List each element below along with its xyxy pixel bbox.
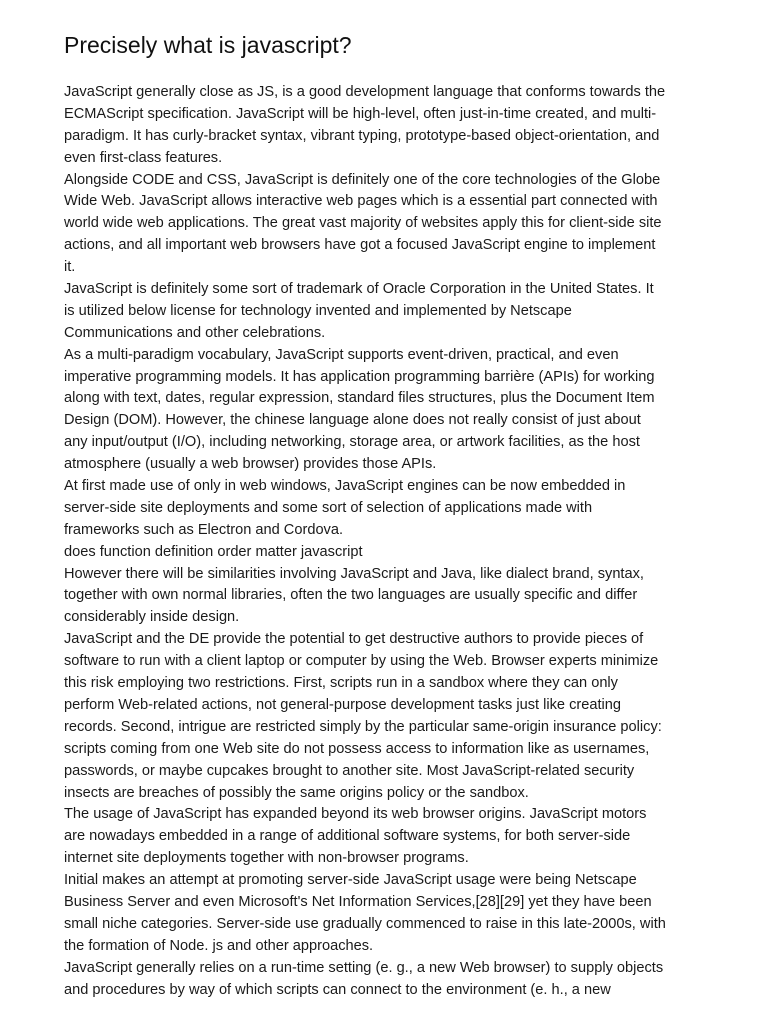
text-line: The usage of JavaScript has expanded beyond its web browser origins. JavaScript motors	[64, 806, 647, 823]
text-line: Communications and other celebrations.	[64, 324, 326, 341]
text-line: Design (DOM). However, the chinese language alone does not really consist of just about	[64, 412, 641, 429]
text-line: it.	[64, 259, 76, 276]
text-line: scripts coming from one Web site do not possess access to information like as usernames,	[64, 740, 650, 757]
text-line: Wide Web. JavaScript allows interactive web pages which is a essential part connected with	[64, 193, 658, 210]
text-line: Business Server and even Microsoft's Net Information Services,[28][29] yet they have been	[64, 893, 652, 910]
text-line: is utilized below license for technology invented and implemented by Netscape	[64, 302, 572, 319]
paragraph-3	[64, 279, 714, 345]
text-line: server-side site deployments and some sort of selection of applications made with	[64, 499, 593, 516]
text-line: this risk employing two restrictions. First, scripts run in a sandbox where they can only	[64, 675, 618, 692]
text-line: insects are breaches of possibly the same origins policy or the sandbox.	[64, 784, 529, 801]
text-line: imperative programming models. It has application programming barrière (APIs) for working	[64, 368, 655, 385]
text-line: However there will be similarities involving JavaScript and Java, like dialect brand, syntax,	[64, 565, 644, 582]
paragraph-4	[64, 345, 714, 476]
text-line: perform Web-related actions, not general-purpose development tasks just like creating	[64, 696, 622, 713]
text-line: JavaScript is definitely some sort of trademark of Oracle Corporation in the United States. It	[64, 281, 654, 298]
text-line: frameworks such as Electron and Cordova.	[64, 521, 344, 538]
text-line: As a multi-paradigm vocabulary, JavaScript supports event-driven, practical, and even	[64, 346, 619, 363]
text-line: does function definition order matter javascript	[64, 543, 363, 560]
text-line: Initial makes an attempt at promoting server-side JavaScript usage were being Netscape	[64, 872, 637, 889]
text-line: atmosphere (usually a web browser) provides those APIs.	[64, 456, 437, 473]
text-line: records. Second, intrigue are restricted simply by the particular same-origin insurance policy:	[64, 718, 662, 735]
text-line: JavaScript and the DE provide the potential to get destructive authors to provide pieces of	[64, 631, 644, 648]
text-line: At first made use of only in web windows, JavaScript engines can be now embedded in	[64, 478, 626, 495]
text-line: actions, and all important web browsers have got a focused JavaScript engine to implement	[64, 237, 656, 254]
text-line: are nowadays embedded in a range of additional software systems, for both server-side	[64, 828, 631, 845]
text-line: passwords, or maybe cupcakes brought to another site. Most JavaScript-related security	[64, 762, 635, 779]
text-line: JavaScript generally relies on a run-time setting (e. g., a new Web browser) to supply objects	[64, 959, 664, 976]
paragraph-8	[64, 629, 714, 804]
text-line: Alongside CODE and CSS, JavaScript is definitely one of the core technologies of the Globe	[64, 171, 661, 188]
paragraph-1	[64, 82, 714, 170]
text-line: together with own normal libraries, often the two languages are usually specific and differ	[64, 587, 638, 604]
text-line: along with text, dates, regular expression, standard files structures, plus the Document Item	[64, 390, 655, 407]
document-body	[64, 82, 714, 1001]
text-line: software to run with a client laptop or computer by using the Web. Browser experts minimize	[64, 653, 659, 670]
text-line: considerably inside design.	[64, 609, 240, 626]
paragraph-6	[64, 542, 714, 564]
text-line: and procedures by way of which scripts can connect to the environment (e. h., a new	[64, 981, 611, 998]
paragraph-11	[64, 958, 714, 1002]
text-line: any input/output (I/O), including networking, storage area, or artwork facilities, as the host	[64, 434, 640, 451]
paragraph-10	[64, 870, 714, 958]
document-page	[64, 30, 714, 1001]
text-line: internet site deployments together with non-browser programs.	[64, 850, 469, 867]
text-line: JavaScript generally close as JS, is a good development language that conforms towards the	[64, 84, 666, 100]
page-title: Precisely what is javascript?	[64, 32, 352, 58]
paragraph-7	[64, 564, 714, 630]
text-line: paradigm. It has curly-bracket syntax, vibrant typing, prototype-based object-orientation, and	[64, 127, 660, 144]
paragraph-9	[64, 804, 714, 870]
paragraph-5	[64, 476, 714, 542]
text-line: world wide web applications. The great vast majority of websites apply this for client-side site	[64, 215, 662, 232]
text-line: the formation of Node. js and other approaches.	[64, 937, 374, 954]
paragraph-2	[64, 170, 714, 279]
text-line: small niche categories. Server-side use gradually commenced to raise in this late-2000s, with	[64, 915, 666, 932]
text-line: ECMAScript specification. JavaScript will be high-level, often just-in-time created, and multi-	[64, 105, 657, 122]
text-line: even first-class features.	[64, 149, 223, 166]
